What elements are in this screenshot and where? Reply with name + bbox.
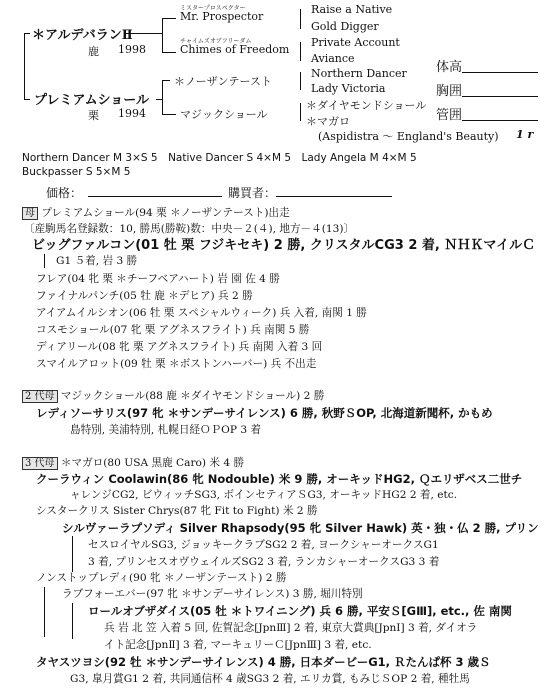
inbreeding-line-2: Buckpasser S 5×M 5 (22, 166, 131, 178)
bracket-line (162, 80, 163, 114)
sire-name: ＊アルデバランⅡ (32, 28, 133, 43)
ss-sire: Raise a Native (311, 3, 393, 16)
list-item: ディアリール(08 牝 栗 アグネスフライト) 兵 南関 入着 3 回 (36, 341, 323, 353)
list-item: スマイルアロット(09 牡 栗 ＊ボストンハーバー) 兵 不出走 (36, 358, 317, 370)
bracket-line (24, 33, 30, 34)
section-tag: 3 代母 (22, 457, 58, 470)
dam-name: プレミアムショール (34, 93, 150, 108)
bracket-line (162, 18, 163, 52)
list-item: シスタークリス Sister Chrys(87 牝 Fit to Fight) 米 2 勝 (36, 505, 318, 517)
sire-dam-name: Chimes of Freedom (180, 43, 290, 56)
list-item: フレア(04 牝 栗 ＊チーフベアハート) 岩 園 佐 4 勝 (36, 273, 280, 285)
dam-dam: マジックショール (180, 108, 268, 121)
price-label: 価格： (46, 186, 83, 200)
chest-field[interactable] (462, 96, 538, 97)
cannon-label: 管囲 (436, 108, 463, 123)
dd-dam: ＊マガロ (306, 115, 350, 128)
list-item: アイアムイルシオン(06 牡 栗 スペシャルウィーク) 兵 入着, 南関 1 勝 (36, 307, 367, 319)
sire-sire-ruby: ミスタープロスペクター (180, 5, 246, 12)
ds-dam: Lady Victoria (311, 82, 386, 95)
dam-record: 〔産駒馬名登録数：10, 勝馬(勝鞍)数：中央－２(４), 地方－４(13)〕 (24, 223, 355, 235)
list-item: 兵 岩 北 笠 入着 5 回, 佐賀記念[JpnⅢ] 2 着, 東京大賞典[JpnⅠ] 3 着, ダイオラ (104, 622, 478, 634)
chest-label: 胸囲 (436, 84, 463, 99)
section-header-3rd-dam (22, 455, 244, 472)
list-item: クーラウィン Coolawin(86 牝 Nodouble) 米 9 勝, オーキッドHG2, Ｑエリザベス二世チ (36, 472, 523, 486)
bracket-line (300, 9, 301, 29)
bracket-line (162, 80, 170, 81)
list-item: ロールオブザダイス(05 牡 ＊トワイニング) 兵 6 勝, 平安Ｓ[GⅢ], etc., 佐 南関 (88, 604, 512, 618)
bracket-line (300, 42, 301, 61)
bracket-line (300, 72, 301, 90)
section-header-text: マジックショール(88 鹿 ＊ダイヤモンドショール) 2 勝 (60, 390, 325, 402)
bracket-line (162, 52, 176, 53)
ss-dam: Gold Digger (311, 20, 379, 33)
sd-sire: Private Account (311, 36, 400, 49)
height-label: 体高 (436, 60, 463, 75)
list-item: 3 着, プリンセスオヴウェイルズSG2 3 着, ランカシャーオークスG3 3 着 (88, 556, 440, 568)
bracket-line (162, 18, 176, 19)
list-item: レディソーサリス(97 牝 ＊サンデーサイレンス) 6 勝, 秋野ＳOP, 北海道新聞杯, かもめ (36, 406, 493, 420)
family-number: 1 r (516, 128, 534, 141)
section-tag: 2 代母 (22, 390, 58, 403)
tree-line (72, 536, 73, 572)
dd-dam-note: (Aspidistra ～ England's Beauty) (318, 130, 499, 143)
bracket-line (24, 99, 30, 100)
bracket-line (162, 114, 176, 115)
ds-sire: Northern Dancer (311, 67, 407, 80)
list-item: ノンストップレディ(90 牝 ＊ノーザンテースト) 2 勝 (36, 572, 287, 584)
dam-sire: ＊ノーザンテースト (174, 75, 272, 88)
section-tag: 母 (22, 207, 38, 220)
section-header-dam (22, 205, 290, 222)
dam-year: 1994 (118, 107, 146, 120)
list-item: セスロイヤルSG3, ジョッキークラブSG2 2 着, ヨークシャーオークスG1 (88, 539, 439, 551)
list-item: ファイナルパンチ(05 牡 鹿 ＊デヒア) 兵 2 勝 (36, 290, 253, 302)
tree-line (72, 603, 73, 639)
section-header-text: ＊マガロ(80 USA 黒鹿 Caro) 米 4 勝 (60, 457, 245, 469)
sire-sire-name: Mr. Prospector (180, 10, 264, 23)
list-item: ビッグファルコン(01 牡 栗 フジキセキ) 2 勝, クリスタルCG3 2 着, ＮＨＫマイルＣ (32, 238, 536, 253)
list-item: イト記念[JpnⅡ] 3 着, マーキュリーＣ[JpnⅢ] 3 着, etc. (104, 639, 372, 651)
bracket-line (24, 33, 25, 99)
bracket-line (126, 33, 162, 34)
buyer-label: 購買者： (228, 186, 277, 200)
cannon-field[interactable] (462, 120, 538, 121)
list-item: タヤスツヨシ(92 牡 ＊サンデーサイレンス) 4 勝, 日本ダービーG1, Ｒたんぱ杯 3 歳Ｓ (36, 655, 491, 669)
list-item: 島特別, 美浦特別, 札幌日経ＯＰOP 3 着 (70, 424, 262, 436)
sire-dam-ruby: チャイムズオブフリーダム (180, 38, 252, 45)
sire-year: 1998 (118, 43, 146, 56)
list-item: シルヴァーラプソディ Silver Rhapsody(95 牝 Silver Hawk) 英・独・仏 2 勝, プリン (62, 521, 539, 535)
list-item: G3, 皐月賞G1 2 着, 共同通信杯 4 歳SG3 2 着, エリカ賞, もみじＳOP 2 着, 種牡馬 (70, 673, 470, 685)
inbreeding-line-1: Northern Dancer M 3×S 5 Native Dancer S 4×M 5 Lady Angela M 4×M 5 (22, 152, 417, 164)
section-header-2nd-dam (22, 388, 324, 405)
list-item: G1 ５着, 岩 3 勝 (56, 255, 138, 267)
section-header-text: プレミアムショール(94 栗 ＊ノーザンテースト)出走 (41, 207, 290, 219)
bracket-line (300, 103, 301, 121)
list-item: コスモショール(07 牝 栗 アグネスフライト) 兵 南関 5 勝 (36, 324, 310, 336)
list-item: ャレンジCG2, ビウィッチSG3, ボインセティアＳG3, オーキッドHG2 2 着, etc. (70, 489, 458, 501)
sire-color: 鹿 (88, 45, 99, 58)
price-field[interactable] (88, 196, 222, 197)
dam-color: 栗 (88, 109, 99, 122)
tree-line (44, 587, 45, 637)
sd-dam: Aviance (311, 52, 355, 65)
dd-sire: ＊ダイヤモンドショール (306, 99, 427, 112)
tree-line (44, 254, 45, 268)
height-field[interactable] (462, 72, 538, 73)
buyer-field[interactable] (276, 196, 392, 197)
list-item: ラブフォーエバー(97 牝 ＊サンデーサイレンス) 3 勝, 堀川特別 (62, 588, 363, 600)
